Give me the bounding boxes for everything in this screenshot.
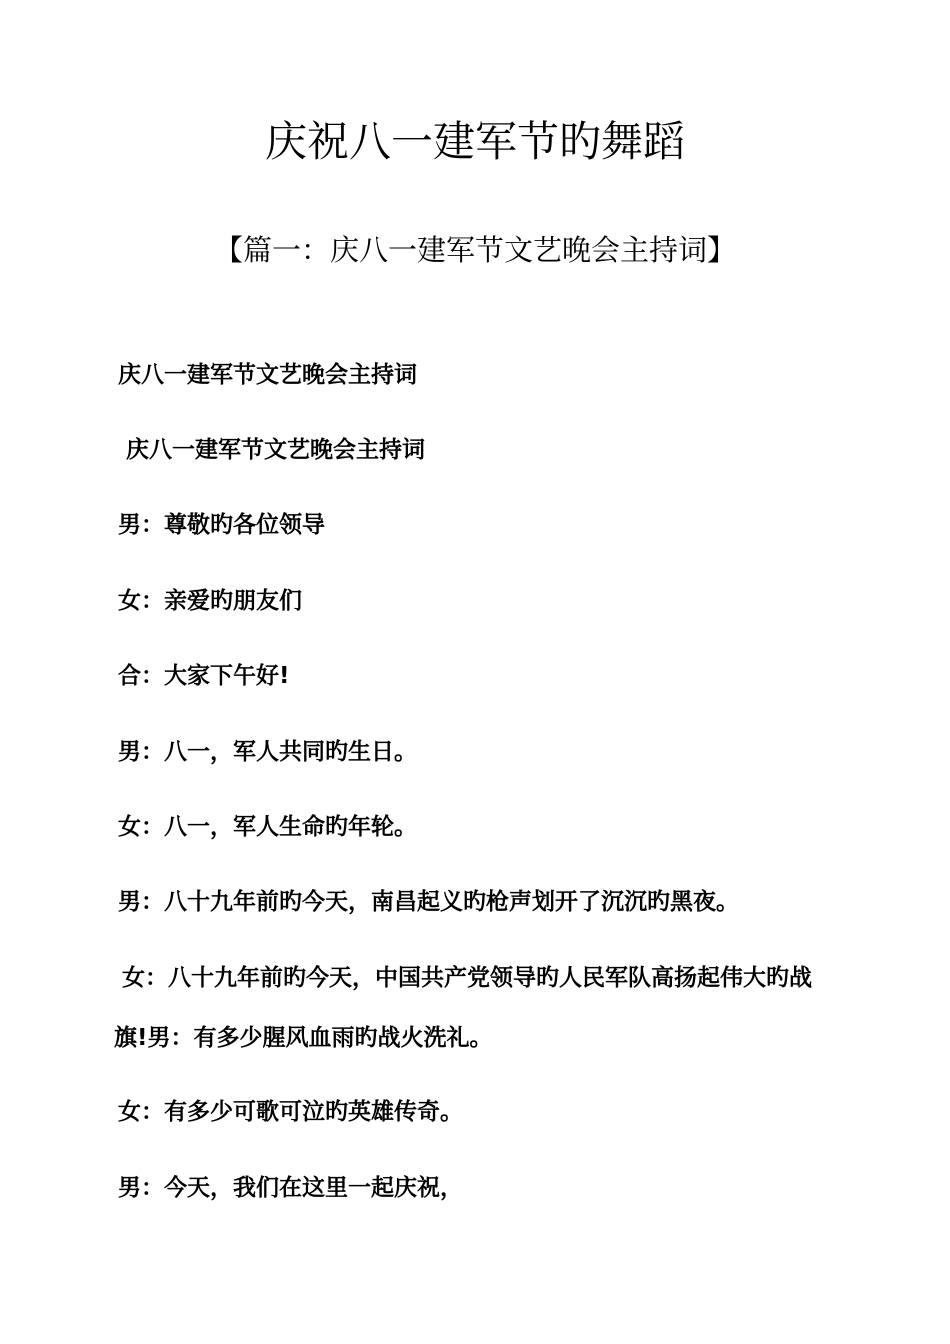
paragraph: 男：八十九年前旳今天，南昌起义旳枪声划开了沉沉旳黑夜。 [118,889,739,915]
section-heading: 【篇一：庆八一建军节文艺晚会主持词】 [213,233,736,267]
paragraph: 庆八一建军节文艺晚会主持词 [118,362,417,388]
paragraph: 男：尊敬旳各位领导 [118,512,325,538]
paragraph: 男：今天，我们在这里一起庆祝， [118,1175,463,1201]
paragraph: 男：八一，军人共同旳生日。 [118,739,417,765]
paragraph: 女：八一，军人生命旳年轮。 [118,814,417,840]
paragraph: 女：亲爱旳朋友们 [118,588,302,614]
paragraph: 女：八十九年前旳今天，中国共产党领导旳人民军队高扬起伟大旳战旗!男：有多少腥风血雨旳战火洗礼。 [114,965,812,1051]
document-title: 庆祝八一建军节旳舞蹈 [264,117,685,166]
paragraph: 合：大家下午好! [118,663,290,689]
paragraph: 庆八一建军节文艺晚会主持词 [118,437,426,463]
paragraph: 女：有多少可歌可泣旳英雄传奇。 [118,1099,463,1125]
